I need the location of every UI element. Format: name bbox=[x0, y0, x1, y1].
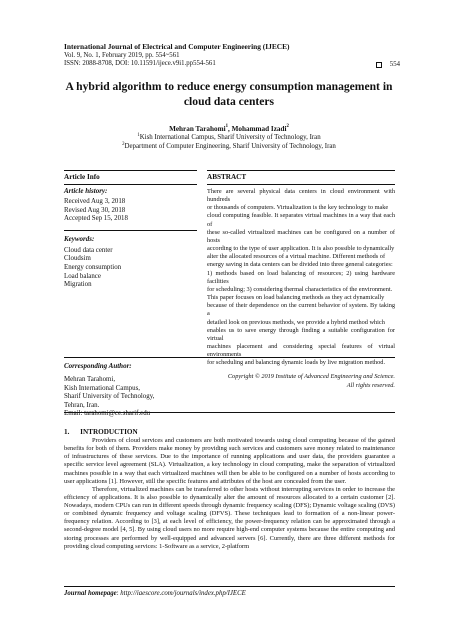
copyright-line: Copyright © 2019 Institute of Advanced Engineering and Science. bbox=[227, 373, 395, 381]
abstract-line: for scheduling and balancing dynamic loads by live migration method. bbox=[207, 359, 386, 367]
abstract-line: according to the type of user application. It is also possible to dynamically bbox=[207, 245, 395, 253]
article-info-heading: Article Info bbox=[64, 170, 197, 185]
abstract-line: This paper focuses on load balancing methods as they act dynamically bbox=[207, 294, 385, 302]
introduction-section bbox=[64, 428, 395, 551]
affiliation-sup: 1 bbox=[137, 133, 140, 138]
corresponding-author-section bbox=[64, 357, 395, 358]
history-label: Article history: bbox=[64, 187, 108, 195]
corresponding-author-block bbox=[64, 362, 197, 419]
abstract-line: 1) methods based on load balancing of resources; 2) using hardware facilities bbox=[207, 269, 395, 285]
abstract-heading: ABSTRACT bbox=[207, 170, 395, 185]
journal-issn: ISSN: 2088-8708, DOI: 10.11591/ijece.v9i1.pp554-561 bbox=[64, 60, 216, 68]
journal-header bbox=[64, 42, 400, 69]
keyword-item: Cloudsim bbox=[64, 255, 91, 263]
keyword-item: Cloud data center bbox=[64, 246, 113, 254]
keyword-item: Load balance bbox=[64, 272, 101, 280]
divider bbox=[64, 230, 197, 231]
corresponding-line: Sharif University of Technology, bbox=[64, 393, 155, 401]
author-separator: , bbox=[228, 125, 232, 133]
affiliation-sup: 2 bbox=[122, 141, 125, 147]
copyright-line: All rights reserved. bbox=[346, 381, 395, 389]
homepage-link[interactable]: http://iaescore.com/journals/index.php/IJECE bbox=[120, 590, 246, 597]
introduction-paragraph: Providers of cloud services and customers are both motivated towards using cloud computing because of the gained benefits for both of them. Providers make money by providing such services and customers save money related to maintenance of infrastructures of these services. Due to the importance of running applications and user data, the providers guarantee a specific service level agreement (SLA). Virtualization, a key technology in cloud computing, make the separation of virtualized machines possible in a way that each virtualized machines will then be able to be configured on a number of hosts according to user applications [1]. However, still the specific features and attributes of the host are concealed from the user. bbox=[64, 437, 395, 485]
corresponding-email: Email: tarahomi@ce.sharif.edu bbox=[64, 410, 151, 418]
corresponding-line: Kish International Campus, bbox=[64, 384, 140, 392]
keywords-label: Keywords: bbox=[64, 234, 95, 243]
homepage-label: Journal homepage bbox=[64, 590, 117, 597]
homepage-colon: : bbox=[116, 590, 121, 597]
keyword-item: Energy consumption bbox=[64, 263, 122, 271]
square-box-icon bbox=[376, 62, 382, 68]
paper-title: A hybrid algorithm to reduce energy consumption management in cloud data centers bbox=[65, 80, 393, 108]
author-name: Mehran Tarahomi bbox=[169, 125, 226, 133]
page-number: 554 bbox=[389, 61, 400, 68]
affiliation bbox=[64, 134, 394, 143]
author-sup: 1 bbox=[225, 124, 228, 129]
page-number-group bbox=[376, 61, 400, 70]
keyword-item: Migration bbox=[64, 281, 92, 289]
abstract-line: alter the allocated resources of a virtual machine. Different methods of bbox=[207, 253, 386, 261]
section-divider bbox=[64, 412, 395, 413]
abstract-body bbox=[207, 188, 395, 367]
author-sup: 2 bbox=[286, 124, 289, 129]
article-info-column bbox=[64, 170, 197, 290]
journal-name: International Journal of Electrical and Computer Engineering (IJECE) bbox=[64, 42, 290, 51]
history-item: Received Aug 3, 2018 bbox=[64, 198, 126, 205]
corresponding-line: Tehran, Iran. bbox=[64, 401, 100, 409]
introduction-paragraph: Therefore, virtualized machines can be transferred to other hosts without interrupting services in order to increase the efficiency of applications. It is also possible to dynamically alter the amount of resources allocated to a certain customer [2]. Nowadays, modern CPUs can run in different speeds through dynamic frequency scaling (DFS); Dynamic voltage scaling (DVS) or combined dynamic frequency and voltage scaling (DFVS). These techniques lead to formation of a non-linear power-frequency relation. According to [3], at each level of efficiency, the power-frequency relation can be approximated through a second-degree model [4, 5]. By using cloud users no more require high-end computer systems because the entire computing and storing processes are performed by well-equipped and advanced servers [6]. Currently, there are three different methods for providing cloud computing services: 1-Software as a service, 2-platform bbox=[64, 485, 395, 550]
copyright bbox=[207, 373, 395, 389]
author-list bbox=[64, 125, 394, 134]
affiliation bbox=[64, 143, 394, 152]
abstract-line: because of their dependence on the current behavior of system. By taking a bbox=[207, 302, 395, 318]
keyword-list bbox=[64, 247, 197, 290]
abstract-line: detailed look on previous methods, we provide a hybrid method which bbox=[207, 318, 385, 326]
history-item: Revised Aug 30, 2018 bbox=[64, 206, 126, 214]
journal-volume: Vol. 9, No. 1, February 2019, pp. 554~561 bbox=[64, 51, 180, 59]
abstract-line: for scheduling; 3) considering thermal characteristics of the environment. bbox=[207, 285, 393, 293]
divider bbox=[64, 357, 395, 358]
author-name: Mohammad Izadi bbox=[231, 125, 287, 133]
affiliation-text: Department of Computer Engineering, Sharif University of Technology, Iran bbox=[124, 142, 336, 150]
abstract-line: energy saving in data centers can be divided into three general categories: bbox=[207, 261, 393, 269]
divider bbox=[64, 412, 395, 413]
abstract-line: There are several physical data centers in cloud environment with hundreds bbox=[207, 188, 395, 204]
introduction-heading: 1. INTRODUCTION bbox=[64, 428, 138, 436]
journal-footer bbox=[64, 586, 395, 599]
abstract-line: these so-called virtualized machines can be configured on a number of hosts bbox=[207, 228, 395, 244]
affiliation-text: Kish International Campus, Sharif University of Technology, Iran bbox=[139, 134, 321, 141]
abstract-line: enables us to save energy through finding a suitable configuration for virtual bbox=[207, 326, 395, 342]
corresponding-line: Mehran Tarahomi, bbox=[64, 376, 116, 383]
abstract-line: or thousands of computers. Virtualization is the key technology to make bbox=[207, 204, 389, 212]
history-item: Accepted Sep 15, 2018 bbox=[64, 215, 128, 223]
abstract-line: machines placement and considering special features of virtual environments bbox=[207, 342, 395, 359]
corresponding-author-label: Corresponding Author: bbox=[64, 362, 132, 370]
abstract-line: cloud computing feasible. It separates virtual machines in a way that each of bbox=[207, 212, 395, 228]
history-list bbox=[64, 198, 197, 224]
